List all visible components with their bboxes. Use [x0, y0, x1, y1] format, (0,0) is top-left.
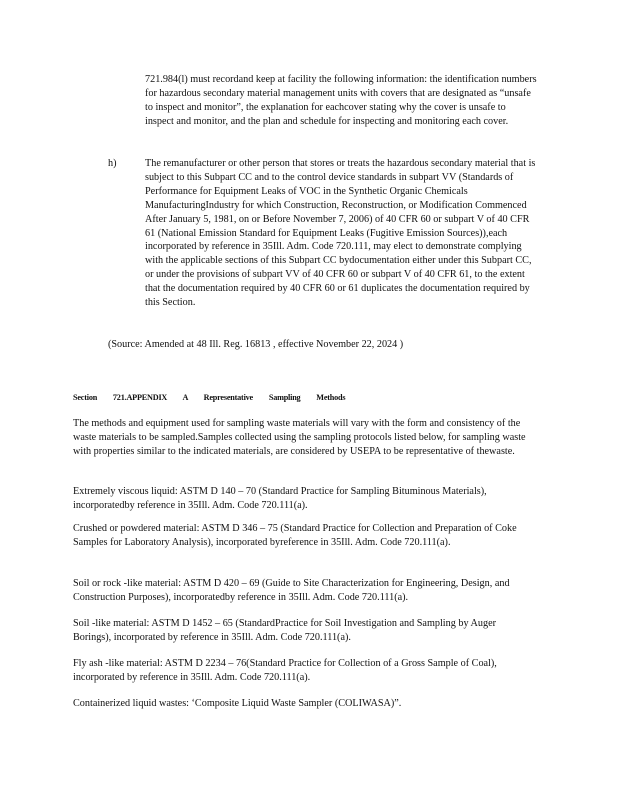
intro-paragraph: The methods and equipment used for sampling waste materials will vary with the form and consistency of the waste materials to be sampled.Samples collected using the sampling protocols listed below, for sampling waste with properties similar to the indicated materials, are considered by USEPA to be representative of thewaste. — [73, 418, 526, 457]
viscous-liquid-paragraph: Extremely viscous liquid: ASTM D 140 – 70 (Standard Practice for Sampling Bituminous Materials), incorporatedby reference in 35Ill. Adm. Code 720.111(a). — [73, 486, 487, 511]
item-h-text: The remanufacturer or other person that stores or treats the hazardous secondary material that is subject to this Subpart CC and to the control device standards in subpart VV (Standards of Performance for Equipment Leaks of VOC in the Synthetic Organic Chemicals ManufacturingIndustry for which Construction, Reconstruction, or Modification Commenced After January 5, 1981, on or Before November 7, 2006) of 40 CFR 60 or subpart V of 40 CFR 61 (National Emission Standard for Equipment Leaks (Fugitive Emission Sources)),each incorporated by reference in 35Ill. Adm. Code 720.111, may elect to demonstrate complying with the applicable sections of this Subpart CC bydocumentation either under this Subpart CC, or under the provisions of subpart VV of 40 CFR 60 or subpart V of 40 CFR 61, to the extent that the documentation required by 40 CFR 60 or 61 duplicates the documentation required by this Section. — [145, 158, 536, 309]
continuation-paragraph: 721.984(l) must recordand keep at facility the following information: the identification numbers for hazardous secondary material management units with covers that are designated as “unsafe to inspect and monitor”, the explanation for eachcover stating why the cover is unsafe to inspect and monitor, and the plan and schedule for inspecting and monitoring each cover. — [145, 74, 537, 127]
crushed-material-paragraph: Crushed or powdered material: ASTM D 346 – 75 (Standard Practice for Collection and Preparation of Coke Samples for Laboratory Analysis), incorporated byreference in 35Ill. Adm. Code 720.111(a). — [73, 523, 517, 548]
soil-like-paragraph: Soil -like material: ASTM D 1452 – 65 (StandardPractice for Soil Investigation and Sampling by Auger Borings), incorporated by reference in 35Ill. Adm. Code 720.111(a). — [73, 618, 496, 643]
section-heading: Section 721.APPENDIX A Representative Sampling Methods — [73, 393, 346, 402]
containerized-paragraph: Containerized liquid wastes: ‘Composite Liquid Waste Sampler (COLIWASA)”. — [73, 698, 402, 709]
source-note: (Source: Amended at 48 Ill. Reg. 16813 , effective November 22, 2024 ) — [108, 339, 404, 350]
soil-rock-paragraph: Soil or rock -like material: ASTM D 420 – 69 (Guide to Site Characterization for Engineering, Design, and Construction Purposes), incorporatedby reference in 35Ill. Adm. Code 720.111(a). — [73, 578, 510, 603]
item-h-label: h) — [108, 158, 117, 169]
fly-ash-paragraph: Fly ash -like material: ASTM D 2234 – 76(Standard Practice for Collection of a Gross Sample of Coal), incorporated by reference in 35Ill. Adm. Code 720.111(a). — [73, 658, 497, 683]
